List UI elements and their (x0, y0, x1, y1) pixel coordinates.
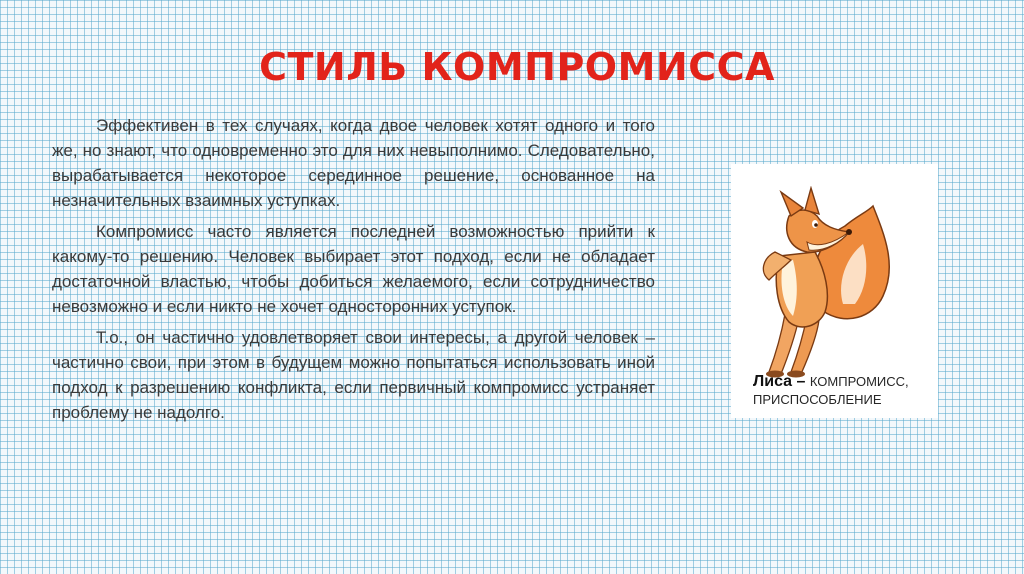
fox-caption-text: КОМПРОМИСС, ПРИСПОСОБЛЕНИЕ (753, 374, 909, 407)
body-text (52, 113, 655, 431)
fox-illustration (745, 186, 903, 384)
paragraph-3: Т.о., он частично удовлетворяет свои интересы, а другой человек – частично свои, при этом в будущем можно попытаться использовать иной подход к разрешению конфликта, если первичный компромисс устраняет проблему не надолго. (52, 328, 655, 422)
paragraph-2: Компромисс часто является последней возможностью прийти к какому-то решению. Человек выбирает этот подход, если не обладает достаточной властью, чтобы добиться желаемого, если сотрудничество невозможно и если никто не хочет односторонних уступок. (52, 222, 655, 316)
fox-caption (753, 373, 933, 409)
paragraph-1: Эффективен в тех случаях, когда двое человек хотят одного и того же, но знают, что одновременно это для них невыполнимо. Следовательно, вырабатывается некоторое серединное решение, основанное на незначительных взаимных уступках. (52, 116, 655, 210)
fox-caption-dash: – (792, 373, 810, 390)
fox-figure-card (731, 164, 938, 418)
fox-caption-name: Лиса (753, 373, 793, 390)
slide-title: СТИЛЬ КОМПРОМИССА (259, 45, 775, 89)
